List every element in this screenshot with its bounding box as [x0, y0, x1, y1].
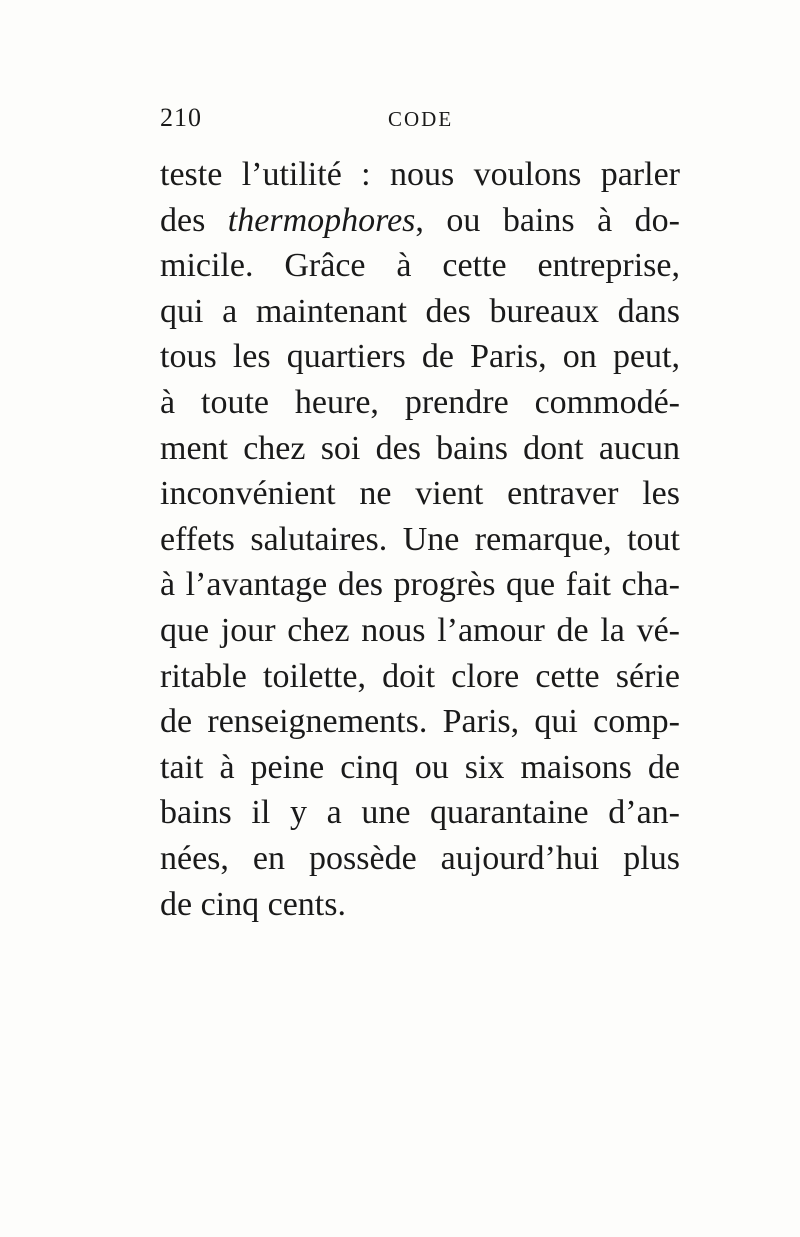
text-line-1: teste l’utilité : nous voulons parler — [160, 156, 680, 193]
body-text — [160, 152, 680, 927]
text-line-16: nées, en possède aujourd’hui plus — [160, 839, 680, 877]
page-number: 210 — [160, 103, 202, 132]
text-line-3: micile. Grâce à cette entreprise, — [160, 247, 680, 285]
text-line-11: que jour chez nous l’amour de la vé- — [160, 611, 680, 649]
text-line-2-start: des — [160, 201, 228, 239]
text-line-2 — [160, 198, 680, 244]
text-line-17: de cinq cents. — [160, 885, 346, 923]
italic-term-thermophores: thermophores — [227, 201, 416, 239]
text-line-6: à toute heure, prendre commodé- — [160, 383, 680, 421]
text-line-12: ritable toilette, doit clore cette série — [160, 657, 680, 695]
text-line-13: de renseignements. Paris, qui comp- — [160, 703, 680, 741]
text-line-7: ment chez soi des bains dont aucun — [160, 429, 680, 467]
text-line-5: tous les quartiers de Paris, on peut, — [160, 338, 680, 376]
text-line-15: bains il y a une quarantaine d’an- — [160, 794, 680, 832]
text-line-8: inconvénient ne vient entraver les — [160, 475, 680, 513]
text-line-4: qui a maintenant des bureaux dans — [160, 292, 680, 330]
running-title: CODE — [388, 107, 454, 131]
text-line-14: tait à peine cinq ou six maisons de — [160, 748, 680, 786]
running-head — [160, 103, 680, 143]
text-line-10: à l’avantage des progrès que fait cha- — [160, 566, 680, 604]
text-line-9: effets salutaires. Une remarque, tout — [160, 520, 680, 558]
text-line-2-end: , ou bains à do- — [415, 201, 680, 239]
